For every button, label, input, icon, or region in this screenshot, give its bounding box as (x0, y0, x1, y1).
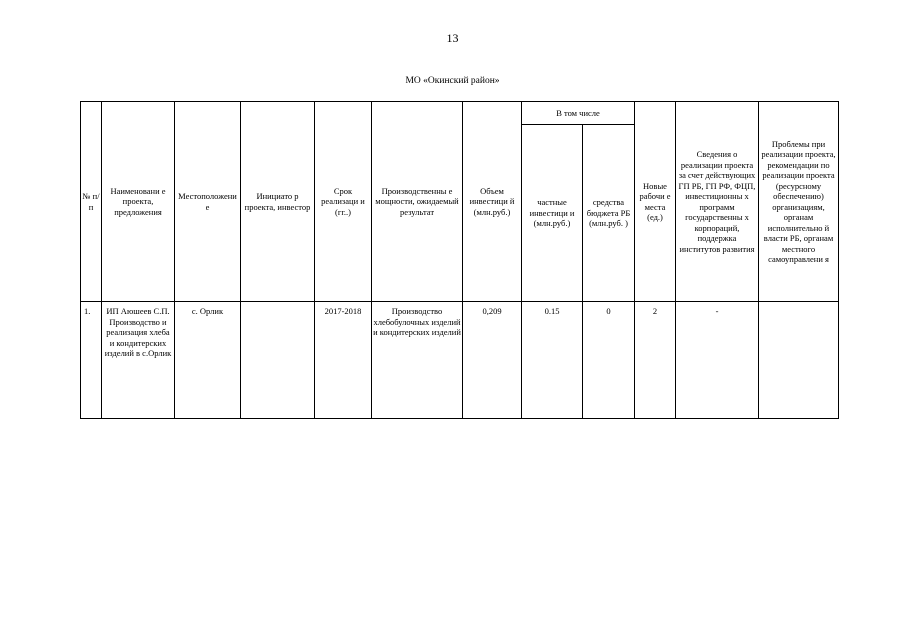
cell-budget: 0 (583, 302, 635, 419)
header-num: № п/п (81, 102, 102, 302)
cell-location: с. Орлик (175, 302, 241, 419)
header-capacity: Производственны е мощности, ожидаемый результат (372, 102, 463, 302)
cell-jobs: 2 (635, 302, 676, 419)
cell-problems (759, 302, 839, 419)
header-private: частные инвестици и (млн.руб.) (522, 125, 583, 302)
header-initiator: Инициато р проекта, инвестор (241, 102, 315, 302)
table-row (81, 302, 839, 419)
cell-period: 2017-2018 (315, 302, 372, 419)
header-project-name: Наименовани е проекта, предложения (102, 102, 175, 302)
header-including: В том числе (522, 102, 635, 125)
page-number: 13 (446, 31, 459, 45)
cell-investment: 0,209 (463, 302, 522, 419)
header-location: Местоположени е (175, 102, 241, 302)
cell-private: 0.15 (522, 302, 583, 419)
section-title: МО «Окинский район» (405, 76, 500, 86)
cell-project-name: ИП Аюшеев С.П. Производство и реализация хлеба и кондитерских изделий в с.Орлик (102, 302, 175, 419)
header-problems: Проблемы при реализации проекта, рекомендации по реализации проекта (ресурсному обеспечению) организациям, органам исполнительно й власти РБ, органам местного самоуправлени я (759, 102, 839, 302)
header-row-1 (81, 102, 839, 125)
cell-capacity: Производство хлебобулочных изделий и кондитерских изделий (372, 302, 463, 419)
cell-num: 1. (81, 302, 102, 419)
header-jobs: Новые рабочи е места (ед.) (635, 102, 676, 302)
header-investment: Объем инвестици й (млн.руб.) (463, 102, 522, 302)
investment-projects-table (80, 101, 839, 419)
header-period: Срок реализаци и (гг..) (315, 102, 372, 302)
cell-programs: - (676, 302, 759, 419)
cell-initiator (241, 302, 315, 419)
header-programs: Сведения о реализации проекта за счет действующих ГП РБ, ГП РФ, ФЦП, инвестиционны х программ государственны х корпораций, поддержка институтов развития (676, 102, 759, 302)
header-budget: средства бюджета РБ (млн.руб. ) (583, 125, 635, 302)
